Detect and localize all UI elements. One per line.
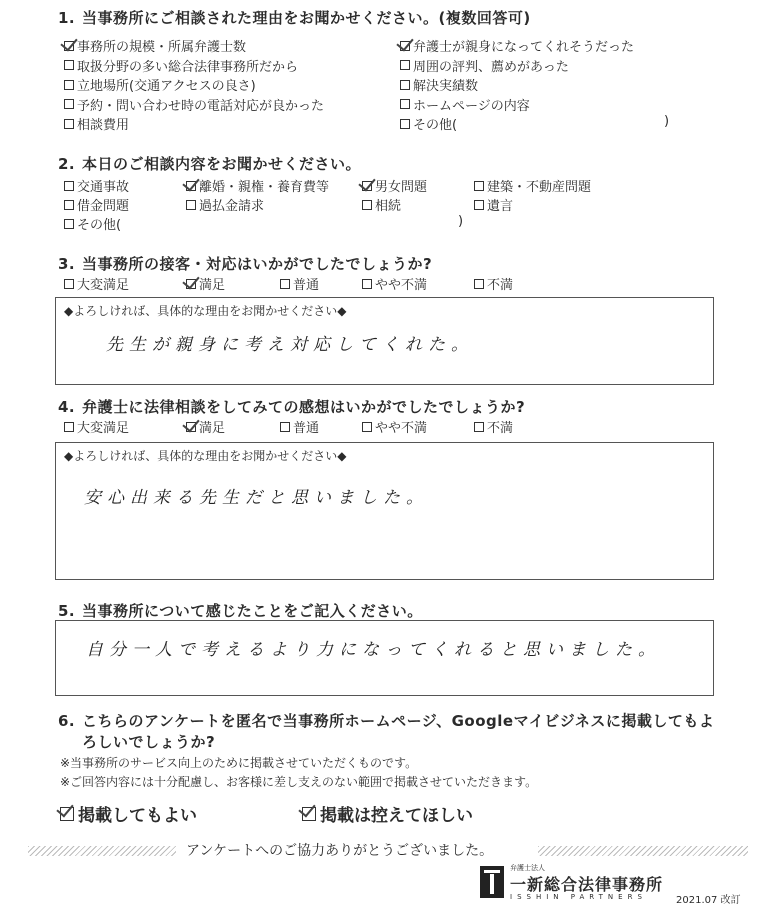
q1-title: 1. 当事務所にご相談された理由をお聞かせください。(複数回答可): [58, 9, 531, 27]
q4-answer-box[interactable]: [55, 442, 714, 580]
option-q2-row1-3[interactable]: [474, 176, 591, 195]
q5-number: 5.: [58, 602, 76, 620]
option-label: 周囲の評判、薦めがあった: [413, 59, 569, 75]
option-q2-row2-1[interactable]: [186, 195, 264, 214]
firm-prefix: 弁護士法人: [510, 864, 545, 872]
q2-number: 2.: [58, 155, 76, 173]
option-label: 満足: [199, 278, 226, 293]
firm-name-en: ISSHIN PARTNERS: [510, 893, 647, 901]
option-q3-options-4[interactable]: [474, 274, 513, 293]
footer-thanks: アンケートへのご協力ありがとうございました。: [186, 843, 494, 859]
q6-title: 6. こちらのアンケートを匿名で当事務所ホームページ、Googleマイビジネスに掲載してもよ: [58, 712, 715, 730]
option-q1-options_left-2[interactable]: [64, 75, 324, 95]
checkbox[interactable]: [400, 99, 410, 109]
q6-ok-checkbox[interactable]: [60, 807, 74, 821]
q6-number: 6.: [58, 712, 76, 730]
checkbox[interactable]: [474, 279, 484, 289]
option-q1-options_right-3[interactable]: [400, 95, 634, 115]
q3-answer-box[interactable]: [55, 297, 714, 385]
option-label: 交通事故: [77, 180, 130, 195]
checkbox[interactable]: [64, 41, 74, 51]
option-label: 大変満足: [77, 278, 130, 293]
checkbox[interactable]: [362, 181, 372, 191]
q2-other-checkbox[interactable]: [64, 219, 74, 229]
checkbox[interactable]: [186, 200, 196, 210]
checkbox[interactable]: [64, 80, 74, 90]
option-q1-options_right-2[interactable]: [400, 75, 634, 95]
q3-prompt: ◆よろしければ、具体的な理由をお聞かせください◆: [64, 304, 347, 318]
q1-number: 1.: [58, 9, 76, 27]
checkbox[interactable]: [186, 422, 196, 432]
option-label: 建築・不動産問題: [487, 180, 592, 195]
checkbox[interactable]: [362, 422, 372, 432]
q6-title-line2: ろしいでしょうか?: [82, 733, 216, 751]
checkbox[interactable]: [474, 422, 484, 432]
q6-ng-checkbox[interactable]: [302, 807, 316, 821]
option-q3-options-3[interactable]: [362, 274, 427, 293]
option-q4-options-0[interactable]: [64, 417, 129, 436]
revision-label: 2021.07 改訂: [676, 895, 741, 906]
option-q1-options_left-1[interactable]: [64, 56, 324, 76]
option-label: その他(: [413, 118, 458, 134]
option-label: 事務所の規模・所属弁護士数: [77, 40, 247, 56]
option-label: 普通: [293, 278, 320, 293]
option-label: 大変満足: [77, 421, 130, 436]
checkbox[interactable]: [474, 200, 484, 210]
footer-hatch-left: [28, 846, 176, 856]
option-q1-options_right-0[interactable]: [400, 36, 634, 56]
option-q1-options_right-1[interactable]: [400, 56, 634, 76]
option-label: 相続: [375, 199, 402, 214]
option-q1-options_left-4[interactable]: [64, 114, 324, 134]
option-label: 予約・問い合わせ時の電話対応が良かった: [77, 98, 325, 114]
checkbox[interactable]: [64, 99, 74, 109]
option-label: 遺言: [487, 199, 514, 214]
option-label: 満足: [199, 421, 226, 436]
option-q4-options-4[interactable]: [474, 417, 513, 436]
q1-options-right: [400, 36, 634, 134]
q1-other-close: ): [664, 114, 670, 129]
checkbox[interactable]: [64, 279, 74, 289]
option-label: 弁護士が親身になってくれそうだった: [413, 40, 635, 56]
option-label: 相談費用: [77, 118, 130, 134]
option-label: 過払金請求: [199, 199, 265, 214]
checkbox[interactable]: [186, 279, 196, 289]
checkbox[interactable]: [400, 41, 410, 51]
option-label: 借金問題: [77, 199, 130, 214]
q4-number: 4.: [58, 398, 76, 416]
checkbox[interactable]: [400, 60, 410, 70]
option-label: やや不満: [375, 421, 428, 436]
option-q1-options_left-3[interactable]: [64, 95, 324, 115]
checkbox[interactable]: [64, 200, 74, 210]
q6-option-ok[interactable]: 掲載してもよい: [60, 801, 197, 826]
q4-title: 4. 弁護士に法律相談をしてみての感想はいかがでしたでしょうか?: [58, 398, 526, 416]
option-label: ホームページの内容: [413, 98, 530, 114]
q2-other-close: ): [458, 214, 464, 229]
option-q3-options-2[interactable]: [280, 274, 319, 293]
q2-other-option[interactable]: その他(: [64, 214, 121, 233]
option-q2-row1-2[interactable]: [362, 176, 427, 195]
option-label: 離婚・親権・養育費等: [199, 180, 330, 195]
option-label: 男女問題: [375, 180, 428, 195]
checkbox[interactable]: [474, 181, 484, 191]
option-label: 立地場所(交通アクセスの良さ): [77, 79, 256, 95]
checkbox[interactable]: [400, 80, 410, 90]
option-label: 不満: [487, 278, 514, 293]
checkbox[interactable]: [400, 119, 410, 129]
firm-name: 一新総合法律事務所: [510, 875, 664, 894]
checkbox[interactable]: [362, 200, 372, 210]
option-q4-options-1[interactable]: [186, 417, 225, 436]
option-q2-row2-0[interactable]: [64, 195, 129, 214]
q6-note1: ※当事務所のサービス向上のために掲載させていただくものです。: [60, 756, 418, 770]
q6-option-ng[interactable]: 掲載は控えてほしい: [302, 801, 473, 826]
q5-answer-box[interactable]: [55, 620, 714, 696]
q1-options-left: [64, 36, 324, 134]
checkbox[interactable]: [362, 279, 372, 289]
option-q3-options-1[interactable]: [186, 274, 225, 293]
option-q4-options-3[interactable]: [362, 417, 427, 436]
option-q2-row2-3[interactable]: [474, 195, 513, 214]
q4-answer-text: 安心出来る先生だと思いました。: [84, 488, 429, 508]
q3-number: 3.: [58, 255, 76, 273]
option-q2-row1-1[interactable]: [186, 176, 329, 195]
option-q1-options_right-4[interactable]: [400, 114, 634, 134]
option-label: 解決実績数: [413, 79, 479, 95]
option-label: 普通: [293, 421, 320, 436]
q6-note2: ※ご回答内容には十分配慮し、お客様に差し支えのない範囲で掲載させていただきます。: [60, 775, 538, 789]
firm-logo-icon: [480, 866, 504, 898]
footer-hatch-right: [538, 846, 748, 856]
option-q1-options_left-0[interactable]: [64, 36, 324, 56]
option-label: 不満: [487, 421, 514, 436]
option-q3-options-0[interactable]: [64, 274, 129, 293]
checkbox[interactable]: [280, 279, 290, 289]
option-label: やや不満: [375, 278, 428, 293]
checkbox[interactable]: [64, 181, 74, 191]
option-q2-row1-0[interactable]: [64, 176, 129, 195]
option-label: 取扱分野の多い総合法律事務所だから: [77, 59, 299, 75]
checkbox[interactable]: [64, 119, 74, 129]
option-q4-options-2[interactable]: [280, 417, 319, 436]
checkbox[interactable]: [280, 422, 290, 432]
q3-title: 3. 当事務所の接客・対応はいかがでしたでしょうか?: [58, 255, 433, 273]
q4-prompt: ◆よろしければ、具体的な理由をお聞かせください◆: [64, 449, 347, 463]
checkbox[interactable]: [186, 181, 196, 191]
q5-answer-text: 自分一人で考えるより力になってくれると思いました。: [86, 640, 661, 660]
q2-title: 2. 本日のご相談内容をお聞かせください。: [58, 155, 362, 173]
option-q2-row2-2[interactable]: [362, 195, 401, 214]
q3-answer-text: 先生が親身に考え対応してくれた。: [106, 335, 474, 355]
q5-title: 5. 当事務所について感じたことをご記入ください。: [58, 602, 423, 620]
checkbox[interactable]: [64, 60, 74, 70]
checkbox[interactable]: [64, 422, 74, 432]
